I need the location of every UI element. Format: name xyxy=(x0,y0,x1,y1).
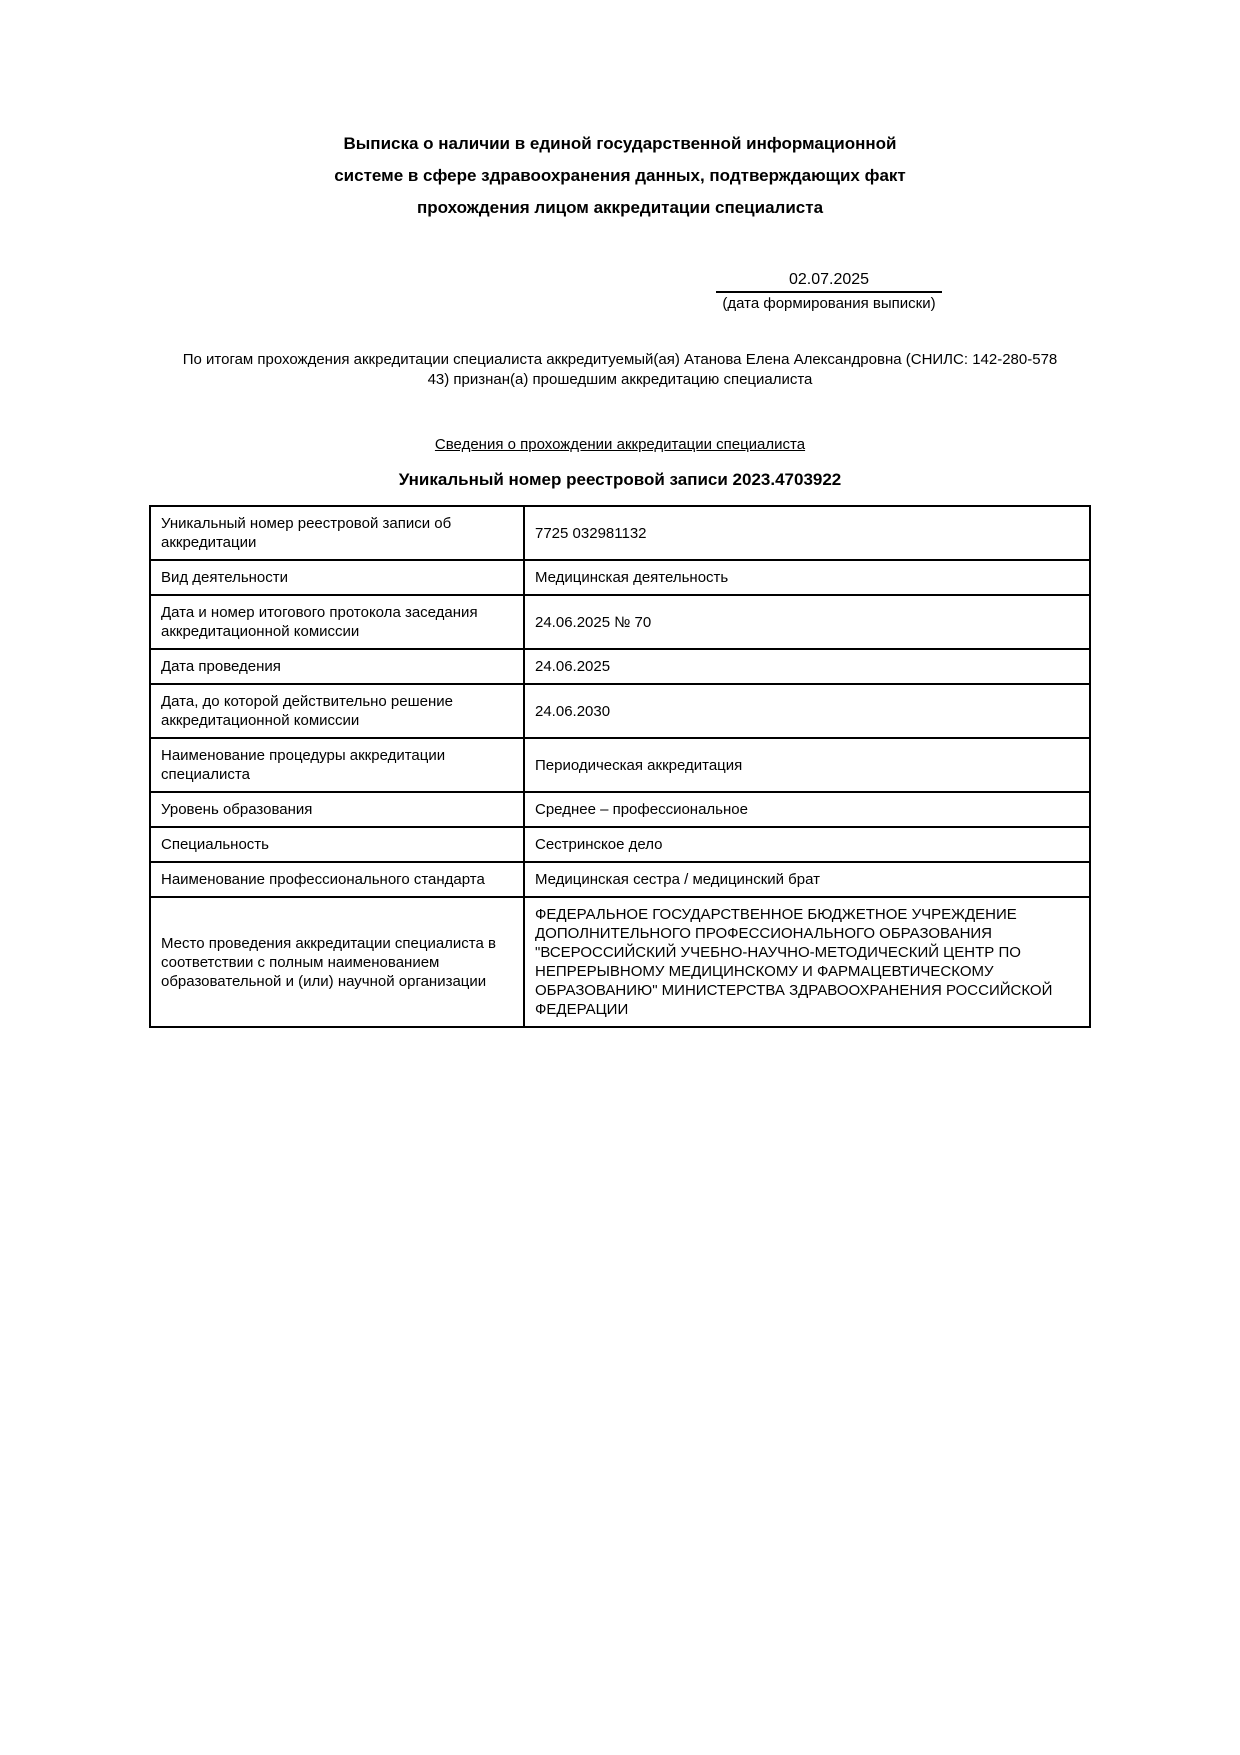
row-label: Вид деятельности xyxy=(150,560,524,595)
document-title-line: Выписка о наличии в единой государственной информационной xyxy=(343,134,897,153)
section-heading: Сведения о прохождении аккредитации специалиста xyxy=(434,436,806,453)
registry-number-heading: Уникальный номер реестровой записи 2023.4703922 xyxy=(398,470,842,489)
document-title-line: системе в сфере здравоохранения данных, подтверждающих факт xyxy=(334,166,906,185)
document-title-line: прохождения лицом аккредитации специалиста xyxy=(416,198,824,217)
table-row xyxy=(150,862,1090,897)
row-label: Наименование профессионального стандарта xyxy=(150,862,524,897)
accreditation-table xyxy=(149,505,1091,1028)
row-value: Медицинская деятельность xyxy=(524,560,1090,595)
intro-line: 43) признан(а) прошедшим аккредитацию специалиста xyxy=(427,371,813,388)
row-value: Сестринское дело xyxy=(524,827,1090,862)
extract-date: 02.07.2025 xyxy=(716,270,942,293)
table-row xyxy=(150,560,1090,595)
row-value: 24.06.2030 xyxy=(524,684,1090,738)
row-label: Место проведения аккредитации специалиста в соответствии с полным наименованием образовательной и (или) научной организации xyxy=(150,897,524,1027)
row-label: Специальность xyxy=(150,827,524,862)
row-value: 24.06.2025 xyxy=(524,649,1090,684)
table-row xyxy=(150,649,1090,684)
table-row xyxy=(150,792,1090,827)
table-row xyxy=(150,684,1090,738)
row-value: Медицинская сестра / медицинский брат xyxy=(524,862,1090,897)
row-label: Уровень образования xyxy=(150,792,524,827)
row-value: Среднее – профессиональное xyxy=(524,792,1090,827)
extract-date-caption: (дата формирования выписки) xyxy=(722,295,936,312)
document-title xyxy=(0,0,1240,224)
row-label: Дата проведения xyxy=(150,649,524,684)
table-row xyxy=(150,595,1090,649)
row-value: ФЕДЕРАЛЬНОЕ ГОСУДАРСТВЕННОЕ БЮДЖЕТНОЕ УЧРЕЖДЕНИЕ ДОПОЛНИТЕЛЬНОГО ПРОФЕССИОНАЛЬНОГО ОБРАЗОВАНИЯ "ВСЕРОССИЙСКИЙ УЧЕБНО-НАУЧНО-МЕТОДИЧЕСКИЙ ЦЕНТР ПО НЕПРЕРЫВНОМУ МЕДИЦИНСКОМУ И ФАРМАЦЕВТИЧЕСКОМУ ОБРАЗОВАНИЮ" МИНИСТЕРСТВА ЗДРАВООХРАНЕНИЯ РОССИЙСКОЙ ФЕДЕРАЦИИ xyxy=(524,897,1090,1027)
row-label: Наименование процедуры аккредитации специалиста xyxy=(150,738,524,792)
row-label: Дата, до которой действительно решение аккредитационной комиссии xyxy=(150,684,524,738)
intro-paragraph xyxy=(140,350,1100,390)
table-row xyxy=(150,897,1090,1027)
row-value: 7725 032981132 xyxy=(524,506,1090,560)
intro-line: По итогам прохождения аккредитации специалиста аккредитуемый(ая) Атанова Елена Александровна (СНИЛС: 142-280-578 xyxy=(182,351,1058,368)
row-value: Периодическая аккредитация xyxy=(524,738,1090,792)
row-label: Уникальный номер реестровой записи об аккредитации xyxy=(150,506,524,560)
extract-date-block xyxy=(716,270,942,314)
table-row xyxy=(150,506,1090,560)
row-label: Дата и номер итогового протокола заседания аккредитационной комиссии xyxy=(150,595,524,649)
table-row xyxy=(150,738,1090,792)
row-value: 24.06.2025 № 70 xyxy=(524,595,1090,649)
table-row xyxy=(150,827,1090,862)
